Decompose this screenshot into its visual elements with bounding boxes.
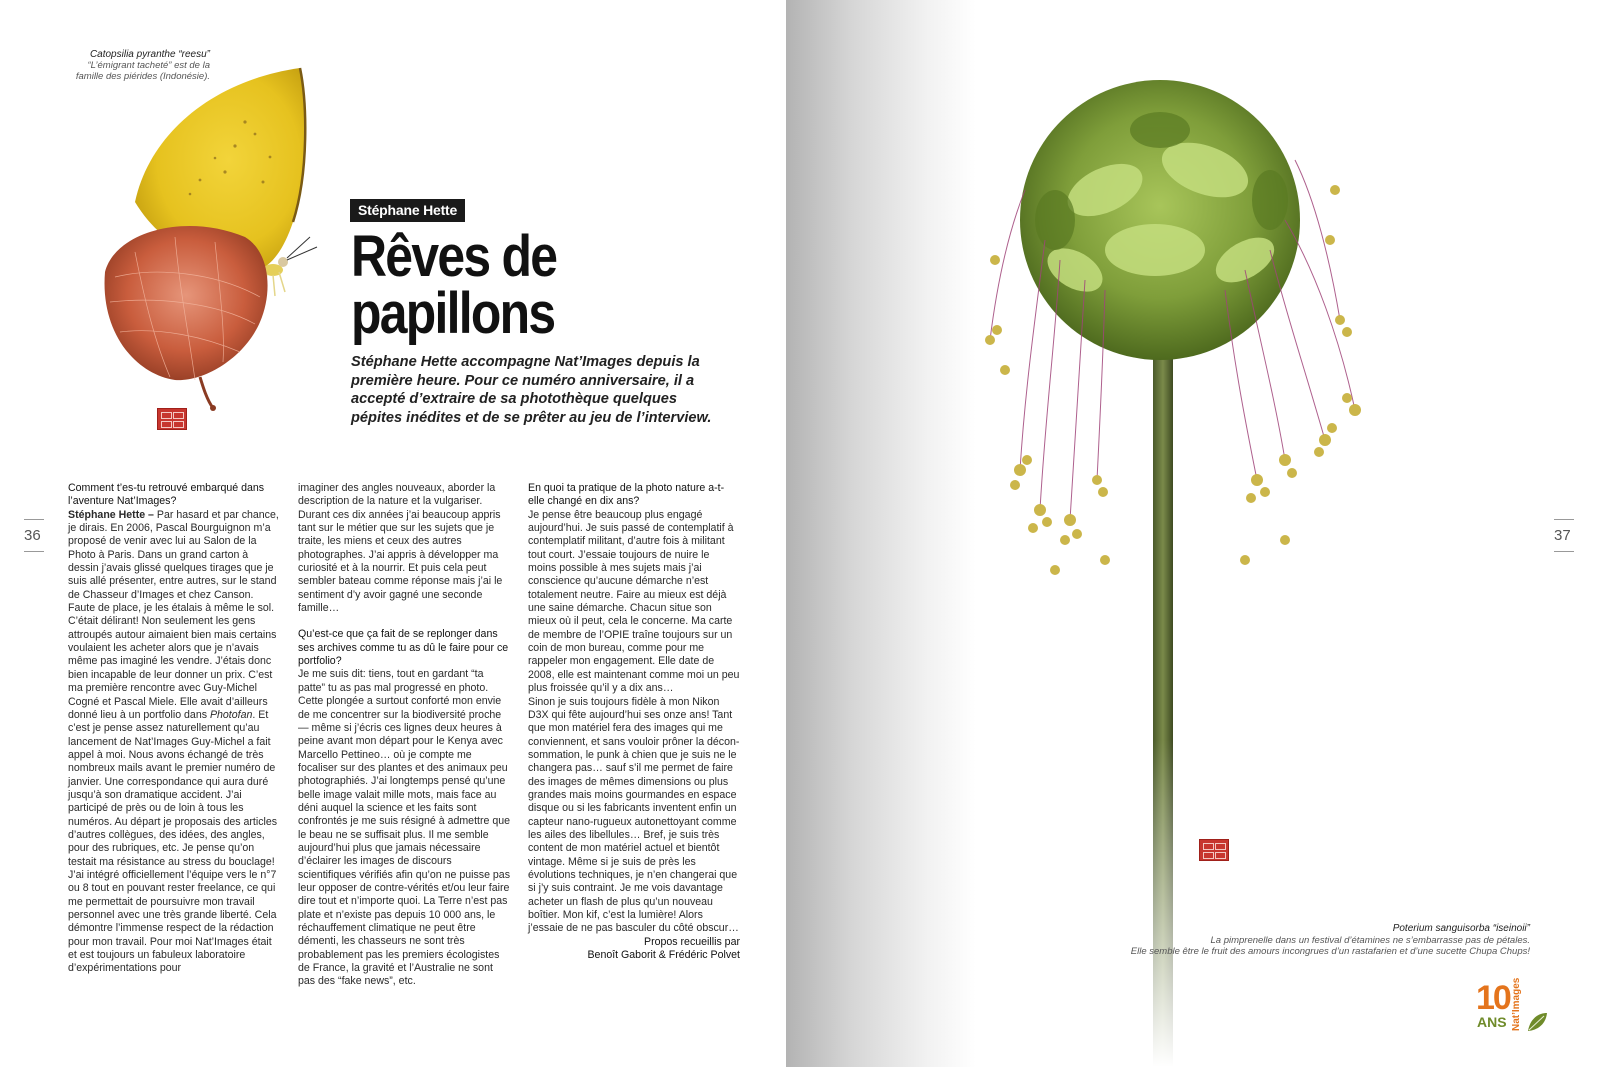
credit-line-1: Propos recueillis par xyxy=(644,935,740,948)
article-headline xyxy=(351,224,695,346)
answer-1-magazine-title: Photofan xyxy=(209,708,253,721)
artist-seal-right xyxy=(1199,839,1229,861)
answer-1-text: Par hasard et par chance, je dirais. En 2006, Pascal Bourguignon m’a proposé de venir avec lui au Salon de la Photo à Paris. Dans un grand carton à dessin j’avais glissé quelques tirages que je suis allé présenter, entre autres, sur le stand de Chasseur d’Images et chez Canson. Faute de place, je les étalais à même le sol. C’était délirant! Non seulement les gens attroupés autour aimaient bien mais certains voulaient les acheter alors que je n’avais même pas imaginé les vendre. J’étais donc bien incapable de leur donner un prix. C’est ma première rencontre avec Guy-Michel Cogné et Pascal Miele. Elle avait d’ailleurs donné lieu à un portfolio dans xyxy=(68,508,279,721)
answer-1-continued: imaginer des angles nouveaux, aborder la description de la nature et la vulgariser. Durant ces dix années j’ai beaucoup appris tant sur le métier que sur les sujets que je traite, les miens et ceux des autres photographes. J’ai appris à développer ma curiosité et à la nourrir. Et puis cela peut sembler bateau comme réponse mais j’ai le sentiment d’y avoir gagné une seconde famille… xyxy=(298,482,503,615)
answer-3-paragraph-2: Sinon je suis toujours fidèle à mon Nikon D3X qui fête aujourd’hui ses onze ans! Tant que mon matériel fera des images qui me conviennent, et sans vouloir prôner la décon-sommation, le punk à chien que je suis ne le changera pas… sauf s’il me permet de faire des images de mêmes dimensions ou plus grandes mais moins gourmandes en espace disque ou si les fabricants inventent enfin un capteur nano-rugueux autonettoyant comme les ailes des libellules… Bref, je suis très content de mon matériel actuel et bientôt vintage. Même si je suis de près les évolutions techniques, je n’en changerai que si j’y suis contraint. Je me vois davantage acheter un flash de plus qu’un nouveau boîtier. Mon kif, c’est la lumière! Alors j’essaie de ne pas basculer du côté obscur… xyxy=(528,695,740,935)
anniversary-brand: Nat’Images xyxy=(1511,977,1522,1031)
butterfly-photo xyxy=(95,62,335,412)
butterfly-caption-title: Catopsilia pyranthe “reesu” xyxy=(89,49,210,60)
artist-seal xyxy=(157,408,187,430)
anniversary-ans: ANS xyxy=(1477,1014,1507,1030)
anniversary-number: 10 xyxy=(1476,979,1510,1017)
column-2 xyxy=(298,482,510,989)
answer-3-paragraph-1: Je pense être beaucoup plus engagé aujourd’hui. Je suis passé de contemplatif à contemplatif militant, d’autre fois à militant tout court. J’essaie toujours de nuire le moins possible à mes sujets mais j’ai conscience qu’aucune démarche n’est totalement neutre. Faire au mieux est déjà une saine démarche. Chacun situe son mieux où il peut, cela le concerne. Ma carte de membre de l’OPIE traîne toujours sur un coin de mon bureau, comme pour me rappeler mon engagement. Elle date de 2008, elle est maintenant comme moi un peu plus froissée qu’il y a dix ans… xyxy=(528,508,740,695)
answer-2: Je me suis dit: tiens, tout en gardant “ta patte” tu as pas mal progressé en photo. Cette plongée a surtout conforté mon envie de me concentrer sur la biodiversité proche — même si j’écris ces lignes deux heures à peine avant mon départ pour le Kenya avec Marcello Pettineo… où je compte me focaliser sur des plantes et des animaux peu photographiés. J’ai longtemps pensé qu’une belle image valait mille mots, mais face au déni auquel la science et les faits sont confrontés je me suis résigné à admettre que le beau ne se suffisait plus. Il me semble aujourd’hui plus que jamais nécessaire d’éclairer les images de discours scientifiques vérifiés afin qu’on ne puisse pas leur opposer de contre-vérités et/ou leur faire dire tout et n’importe quoi. La Terre n’est pas plate et n’existe pas depuis 10 000 ans, le réchauffement climatique ne peut être démenti, les chasseurs ne sont très probablement pas les premiers écologistes de France, la gravité et l’Australie ne sont pas des “fake news”, etc. xyxy=(298,668,510,988)
answer-1 xyxy=(68,509,280,976)
question-3: En quoi ta pratique de la photo nature a-t-elle changé en dix ans? xyxy=(528,482,725,508)
anniversary-logo xyxy=(1476,977,1548,1041)
headline-line-2: papillons xyxy=(351,281,555,346)
answer-1-lead: Stéphane Hette – xyxy=(68,508,154,521)
question-1: Comment t’es-tu retrouvé embarqué dans l’aventure Nat’Images? xyxy=(68,482,265,508)
flower-caption-title: Poterium sanguisorba “iseinoii” xyxy=(1392,923,1530,934)
page-number-right: 37 xyxy=(1554,527,1571,544)
column-1 xyxy=(68,482,280,976)
credit-line-2: Benoît Gaborit & Frédéric Polvet xyxy=(587,949,740,962)
flower-caption-line-1: La pimprenelle dans un festival d’étamines ne s’embarrasse pas de pétales. xyxy=(1210,934,1530,946)
author-tag: Stéphane Hette xyxy=(350,199,465,222)
answer-1-text-cont: . Et c’est je pense assez naturellement qu’au lancement de Nat’Images Guy-Michel a fait appel à moi. Nous avons échangé de très nombreux mails avant le premier numéro de janvier. Une correspondance qui aura duré jusqu’à son dramatique accident. J’ai participé de près ou de loin à tous les numéros. Au départ je proposais des articles d’autres collègues, des idées, des angles, pour des rubriques, etc. Je pense qu’on testait ma résistance au stress du bouclage! J’ai intégré officiellement l’équipe vers le n°7 ou 8 tout en pouvant rester freelance, ce qui me permettait de poursuivre mon travail personnel avec une très grande liberté. Cela démontre l’immense respect de la rédaction pour mon travail. Pour moi Nat’Images était et est toujours un fabuleux laboratoire d’expérimentations pour xyxy=(68,708,278,975)
page-number-left: 36 xyxy=(24,527,41,544)
interview-credit xyxy=(528,936,740,963)
question-2: Qu’est-ce que ça fait de se replonger dans ses archives comme tu as dû le faire pour ce portfolio? xyxy=(298,628,509,668)
flower-caption xyxy=(1100,923,1530,958)
flower-caption-line-2: Elle semble être le fruit des amours incongrues d’un rastafarien et d’une sucette Chupa Chups! xyxy=(1130,946,1530,957)
headline-line-1: Rêves de xyxy=(351,224,557,289)
butterfly-caption-text: “L’émigrant tacheté” est de la famille des piérides (Indonésie). xyxy=(75,60,210,82)
flower-photo xyxy=(985,40,1505,1067)
leaf-icon xyxy=(1526,1011,1548,1033)
column-3 xyxy=(528,482,740,962)
article-standfirst: Stéphane Hette accompagne Nat’Images depuis la première heure. Pour ce numéro anniversaire, il a accepté d’extraire de sa photothèque quelques pépites inédites et de se prêter au jeu de l’interview. xyxy=(351,354,712,426)
